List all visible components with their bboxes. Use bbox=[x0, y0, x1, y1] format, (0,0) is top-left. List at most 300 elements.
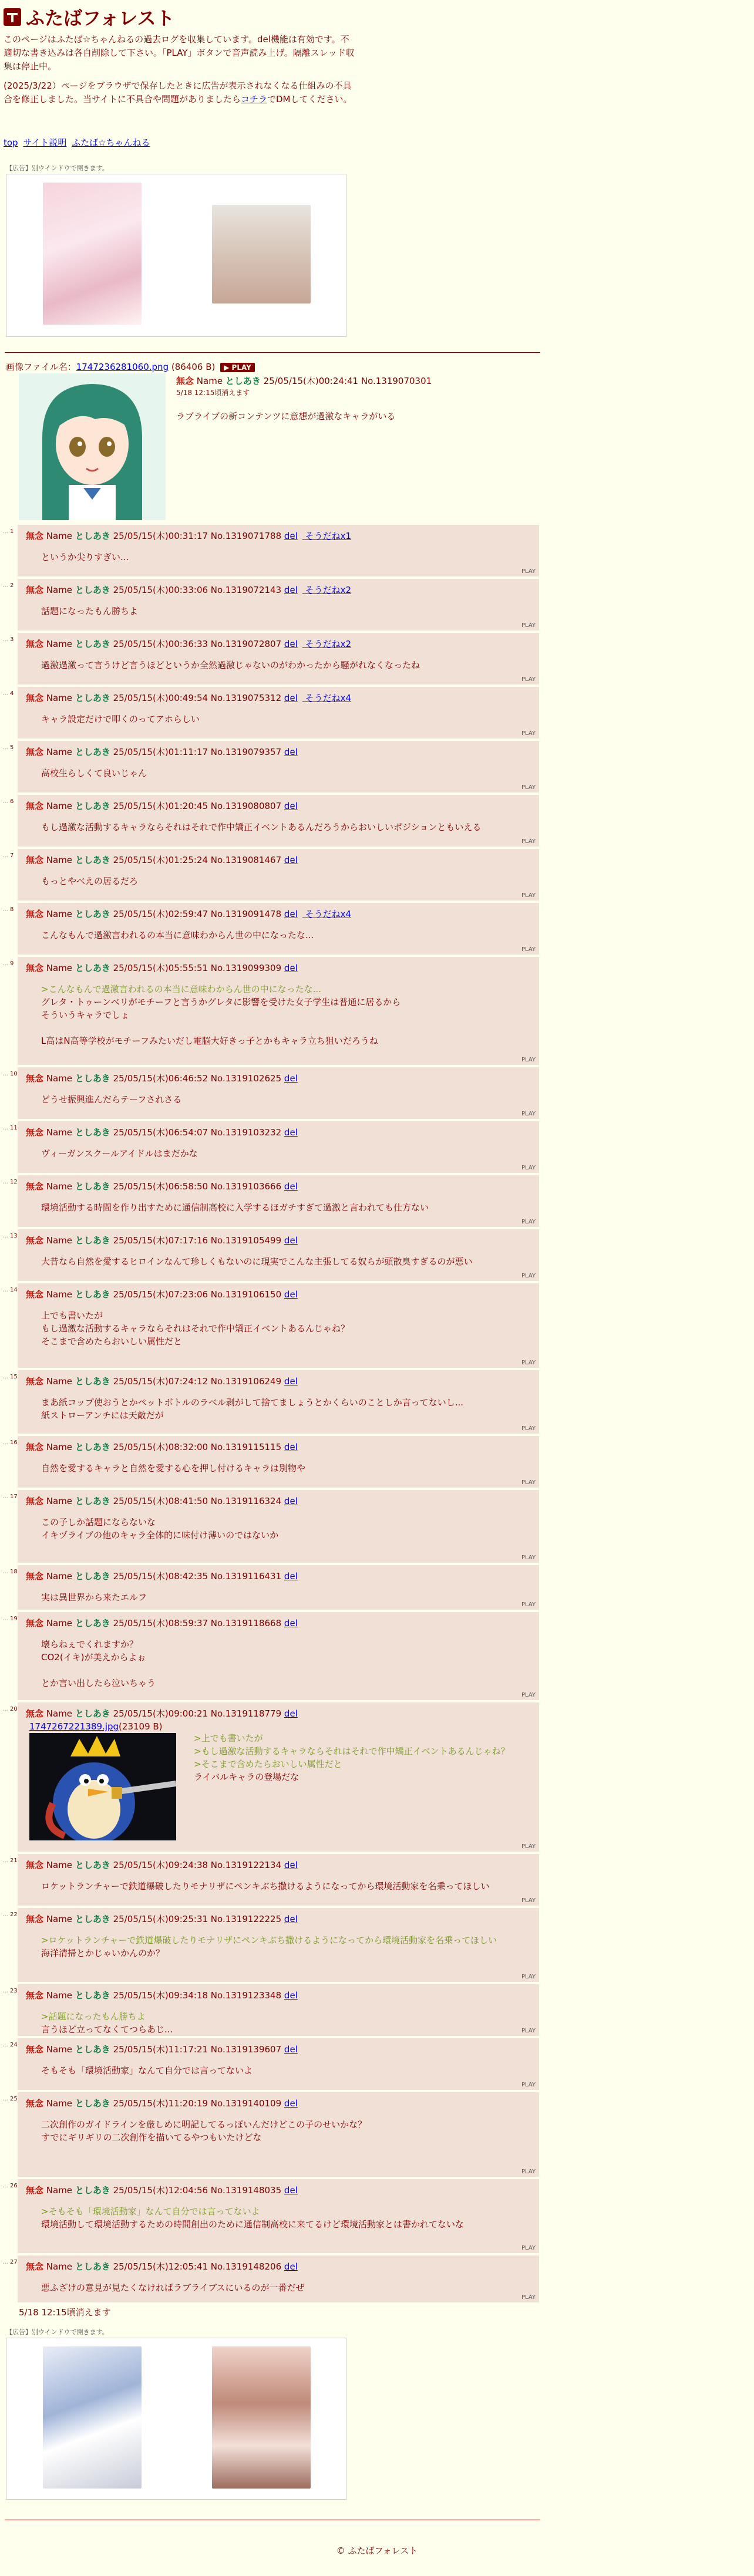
del-link[interactable]: del bbox=[284, 1289, 298, 1300]
reply-subject: 無念 bbox=[26, 801, 44, 811]
reply-play-button[interactable]: PLAY bbox=[521, 1479, 536, 1486]
reply-index: … 16 bbox=[2, 1439, 18, 1446]
reply-line: 実は異世界から来たエルフ bbox=[41, 1592, 147, 1603]
reply-meta: 無念 Name としあき 25/05/15(木)00:33:06 No.1319072143 del そうだねx2 bbox=[26, 585, 352, 595]
del-link[interactable]: del bbox=[284, 2098, 298, 2109]
reply-play-button[interactable]: PLAY bbox=[521, 2169, 536, 2175]
reply-name: としあき bbox=[75, 1496, 110, 1506]
reply-name: としあき bbox=[75, 1127, 110, 1138]
reply-index: … 6 bbox=[2, 798, 14, 805]
reply-body bbox=[41, 983, 527, 1047]
reply-datetime: 25/05/15(木)09:34:18 No.1319123348 bbox=[110, 1990, 284, 2001]
reply-line: 高校生らしくて良いじゃん bbox=[41, 768, 147, 778]
reply-line: 自然を愛するキャラと自然を愛する心を押し付けるキャラは別物や bbox=[41, 1463, 306, 1474]
reply-meta: 無念 Name としあき 25/05/15(木)06:46:52 No.1319102625 del bbox=[26, 1073, 298, 1084]
reply-subject: 無念 bbox=[26, 1990, 44, 2001]
reply-7 bbox=[18, 849, 539, 901]
sodane-link[interactable]: そうだねx2 bbox=[302, 639, 352, 649]
ad-label-top: 【広告】別ウインドウで開きます。 bbox=[6, 164, 109, 172]
reply-subject: 無念 bbox=[26, 855, 44, 865]
intro-text bbox=[4, 33, 356, 112]
reply-8 bbox=[18, 903, 539, 955]
op-body: ラブライブの新コンテンツに意想が過激なキャラがいる bbox=[176, 411, 396, 422]
reply-name: としあき bbox=[75, 1073, 110, 1084]
reply-datetime: 25/05/15(木)12:05:41 No.1319148206 bbox=[110, 2261, 284, 2272]
op-subject: 無念 bbox=[176, 376, 194, 386]
reply-datetime: 25/05/15(木)01:25:24 No.1319081467 bbox=[110, 855, 284, 865]
reply-15 bbox=[18, 1370, 539, 1434]
reply-play-button[interactable]: PLAY bbox=[521, 1843, 536, 1850]
reply-name: としあき bbox=[75, 1289, 110, 1300]
reply-play-button[interactable]: PLAY bbox=[521, 1601, 536, 1608]
reply-6 bbox=[18, 795, 539, 847]
reply-index: … 11 bbox=[2, 1125, 18, 1131]
reply-play-button[interactable]: PLAY bbox=[521, 838, 536, 845]
reply-17 bbox=[18, 1490, 539, 1563]
reply-play-button[interactable]: PLAY bbox=[521, 622, 536, 629]
reply-9 bbox=[18, 957, 539, 1065]
reply-play-button[interactable]: PLAY bbox=[521, 1974, 536, 1980]
reply-name: としあき bbox=[75, 2098, 110, 2109]
reply-subject: 無念 bbox=[26, 1235, 44, 1246]
op-file-link[interactable]: 1747236281060.png bbox=[76, 362, 169, 372]
reply-14 bbox=[18, 1283, 539, 1368]
del-link[interactable]: del bbox=[284, 855, 298, 865]
reply-datetime: 25/05/15(木)01:11:17 No.1319079357 bbox=[110, 747, 284, 757]
reply-index: … 2 bbox=[2, 582, 14, 589]
reply-subject: 無念 bbox=[26, 2098, 44, 2109]
reply-datetime: 25/05/15(木)12:04:56 No.1319148035 bbox=[110, 2185, 284, 2196]
reply-line: 大昔なら自然を愛するヒロインなんて珍しくもないのに現実でこんな主張してる奴らが頭散臭すぎるのが悪い bbox=[41, 1256, 473, 1267]
reply-subject: 無念 bbox=[26, 2261, 44, 2272]
reply-line: >そこまで含めたらおいしい属性だと bbox=[194, 1759, 342, 1769]
reply-play-button[interactable]: PLAY bbox=[521, 1692, 536, 1698]
reply-12 bbox=[18, 1175, 539, 1227]
sodane-link[interactable]: そうだねx4 bbox=[302, 909, 352, 919]
site-info-link[interactable]: サイト説明 bbox=[23, 137, 67, 148]
reply-image[interactable] bbox=[29, 1733, 176, 1840]
reply-index: … 26 bbox=[2, 2183, 18, 2189]
reply-subject: 無念 bbox=[26, 1571, 44, 1582]
copyright: © ふたばフォレスト bbox=[336, 2545, 418, 2556]
reply-body bbox=[41, 2010, 527, 2036]
reply-index: … 15 bbox=[2, 1374, 18, 1380]
del-link[interactable]: del bbox=[284, 1442, 298, 1452]
ad-thumbnail-2[interactable] bbox=[212, 205, 311, 304]
reply-line: 環境活動して環境活動するための時間創出のために通信制高校に来てるけど環境活動家とは書かれてないな bbox=[41, 2219, 464, 2230]
reply-subject: 無念 bbox=[26, 909, 44, 919]
contact-link[interactable]: コチラ bbox=[240, 94, 267, 104]
reply-19 bbox=[18, 1612, 539, 1700]
reply-1 bbox=[18, 525, 539, 576]
reply-body bbox=[41, 2205, 527, 2231]
reply-name: としあき bbox=[75, 855, 110, 865]
reply-datetime: 25/05/15(木)06:58:50 No.1319103666 bbox=[110, 1181, 284, 1192]
reply-line: イキヅライブの他のキャラ全体的に味付け薄いのではないか bbox=[41, 1530, 279, 1540]
reply-play-button[interactable]: PLAY bbox=[521, 1219, 536, 1225]
reply-body bbox=[41, 1093, 527, 1106]
reply-name: としあき bbox=[75, 1708, 110, 1719]
reply-line: どうせ振興進んだらテーフされさる bbox=[41, 1094, 182, 1105]
reply-body bbox=[41, 929, 527, 942]
ad-thumbnail-1[interactable] bbox=[43, 183, 142, 325]
reply-index: … 17 bbox=[2, 1493, 18, 1500]
sodane-link[interactable]: そうだねx4 bbox=[302, 693, 352, 703]
reply-line: 紙ストローアンチには天敵だが bbox=[41, 1410, 164, 1421]
reply-line: >話題になったもん勝ちよ bbox=[41, 2011, 146, 2022]
op-file-info: 画像ファイル名：1747236281060.png (86406 B) ▶ PLAY bbox=[6, 360, 255, 373]
site-title: ふたばフォレスト bbox=[26, 7, 175, 29]
reply-subject: 無念 bbox=[26, 1127, 44, 1138]
reply-play-button[interactable]: PLAY bbox=[521, 1111, 536, 1117]
reply-datetime: 25/05/15(木)07:23:06 No.1319106150 bbox=[110, 1289, 284, 1300]
reply-line: 壊らねぇでくれますか？ bbox=[41, 1639, 139, 1650]
reply-meta: 無念 Name としあき 25/05/15(木)08:41:50 No.1319116324 del bbox=[26, 1496, 298, 1506]
reply-meta: 無念 Name としあき 25/05/15(木)01:25:24 No.1319081467 del bbox=[26, 855, 298, 865]
reply-index: … 3 bbox=[2, 636, 14, 643]
reply-meta: 無念 Name としあき 25/05/15(木)11:20:19 No.1319140109 del bbox=[26, 2098, 298, 2109]
del-link[interactable]: del bbox=[284, 909, 298, 919]
reply-line: もし過激な活動するキャラならそれはそれで作中矯正イベントあるんじゃね？ bbox=[41, 1323, 350, 1334]
reply-meta: 無念 Name としあき 25/05/15(木)05:55:51 No.1319099309 del bbox=[26, 963, 298, 973]
reply-play-button[interactable]: PLAY bbox=[521, 1165, 536, 1171]
del-link[interactable]: del bbox=[284, 1181, 298, 1192]
op-expire: 5/18 12:15頃消えます bbox=[176, 389, 250, 397]
reply-body bbox=[41, 713, 527, 726]
del-link[interactable]: del bbox=[284, 1860, 298, 1870]
reply-play-button[interactable]: PLAY bbox=[521, 1057, 536, 1063]
reply-line: この子しか話題にならないな bbox=[41, 1517, 156, 1528]
reply-line: 環境活動する時間を作り出すために通信制高校に入学するほガチすぎて過激と言われても仕方ない bbox=[41, 1202, 429, 1213]
reply-index: … 12 bbox=[2, 1179, 18, 1185]
reply-18 bbox=[18, 1565, 539, 1610]
reply-subject: 無念 bbox=[26, 1618, 44, 1628]
reply-datetime: 25/05/15(木)09:24:38 No.1319122134 bbox=[110, 1860, 284, 1870]
reply-body bbox=[41, 1147, 527, 1160]
reply-body bbox=[41, 1591, 527, 1604]
reply-25 bbox=[18, 2092, 539, 2177]
reply-line: とか言い出したら泣いちゃう bbox=[41, 1678, 156, 1688]
reply-meta: 無念 Name としあき 25/05/15(木)12:05:41 No.1319148206 del bbox=[26, 2261, 298, 2272]
reply-meta: 無念 Name としあき 25/05/15(木)01:11:17 No.1319079357 del bbox=[26, 747, 298, 757]
reply-meta: 無念 Name としあき 25/05/15(木)07:17:16 No.1319105499 del bbox=[26, 1235, 298, 1246]
reply-datetime: 25/05/15(木)02:59:47 No.1319091478 bbox=[110, 909, 284, 919]
del-link[interactable]: del bbox=[284, 1708, 298, 1719]
del-link[interactable]: del bbox=[284, 585, 298, 595]
reply-line: L高はN高等学校がモチーフみたいだし電脳大好きっ子とかもキャラ立ち狙いだろうね bbox=[41, 1036, 378, 1046]
reply-line: すでにギリギリの二次創作を描いてるやつもいたけどな bbox=[41, 2132, 262, 2143]
reply-datetime: 25/05/15(木)08:32:00 No.1319115115 bbox=[110, 1442, 284, 1452]
reply-datetime: 25/05/15(木)07:24:12 No.1319106249 bbox=[110, 1376, 284, 1387]
reply-play-button[interactable]: PLAY bbox=[521, 1425, 536, 1432]
reply-index: … 23 bbox=[2, 1988, 18, 1994]
del-link[interactable]: del bbox=[284, 1571, 298, 1582]
del-link[interactable]: del bbox=[284, 2261, 298, 2272]
anime-girl-illustration bbox=[19, 373, 166, 520]
reply-body bbox=[41, 2118, 527, 2144]
reply-27 bbox=[18, 2255, 539, 2302]
del-link[interactable]: del bbox=[284, 693, 298, 703]
del-link[interactable]: del bbox=[284, 2185, 298, 2196]
reply-play-button[interactable]: PLAY bbox=[521, 2294, 536, 2301]
top-link[interactable]: top bbox=[4, 137, 18, 148]
reply-meta: 無念 Name としあき 25/05/15(木)08:42:35 No.1319116431 del bbox=[26, 1571, 298, 1582]
reply-body bbox=[41, 2064, 527, 2077]
reply-subject: 無念 bbox=[26, 963, 44, 973]
del-link[interactable]: del bbox=[284, 2044, 298, 2055]
reply-subject: 無念 bbox=[26, 1289, 44, 1300]
reply-line: 言うほど立ってなくてつらあじ... bbox=[41, 2024, 173, 2035]
reply-subject: 無念 bbox=[26, 1376, 44, 1387]
reply-index: … 7 bbox=[2, 852, 14, 859]
reply-index: … 5 bbox=[2, 744, 14, 751]
reply-name: としあき bbox=[75, 1235, 110, 1246]
reply-subject: 無念 bbox=[26, 2185, 44, 2196]
reply-play-button[interactable]: PLAY bbox=[521, 1360, 536, 1366]
reply-body bbox=[41, 767, 527, 780]
reply-name: としあき bbox=[75, 693, 110, 703]
reply-line bbox=[41, 1664, 527, 1677]
reply-datetime: 25/05/15(木)11:17:21 No.1319139607 bbox=[110, 2044, 284, 2055]
reply-play-button[interactable]: PLAY bbox=[521, 784, 536, 791]
reply-meta: 無念 Name としあき 25/05/15(木)09:24:38 No.1319122134 del bbox=[26, 1860, 298, 1870]
del-link[interactable]: del bbox=[284, 963, 298, 973]
reply-play-button[interactable]: PLAY bbox=[521, 2082, 536, 2088]
reply-3 bbox=[18, 633, 539, 685]
reply-body bbox=[41, 1934, 527, 1960]
site-header bbox=[4, 4, 174, 31]
reply-index: … 1 bbox=[2, 528, 14, 535]
del-link[interactable]: del bbox=[284, 1914, 298, 1924]
reply-meta: 無念 Name としあき 25/05/15(木)09:34:18 No.1319123348 del bbox=[26, 1990, 298, 2001]
forest-logo-icon bbox=[4, 8, 21, 26]
reply-index: … 14 bbox=[2, 1287, 18, 1293]
reply-datetime: 25/05/15(木)08:42:35 No.1319116431 bbox=[110, 1571, 284, 1582]
reply-body bbox=[41, 1516, 527, 1542]
reply-body bbox=[41, 659, 527, 672]
op-datetime: 25/05/15(木)00:24:41 No.1319070301 bbox=[263, 376, 432, 386]
reply-index: … 27 bbox=[2, 2259, 18, 2265]
reply-name: としあき bbox=[75, 1990, 110, 2001]
del-link[interactable]: del bbox=[284, 1990, 298, 2001]
reply-subject: 無念 bbox=[26, 1496, 44, 1506]
reply-index: … 22 bbox=[2, 1911, 18, 1918]
reply-line: そういうキャラでしょ bbox=[41, 1010, 130, 1020]
reply-body bbox=[41, 1638, 527, 1690]
reply-play-button[interactable]: PLAY bbox=[521, 2028, 536, 2034]
reply-line: ロケットランチャーで鉄道爆破したりモナリザにペンキぶち撒けるようになってから環境活動家を名乗ってほしい bbox=[41, 1881, 490, 1891]
ad-thumbnail-3[interactable] bbox=[43, 2346, 142, 2489]
reply-5 bbox=[18, 741, 539, 793]
reply-datetime: 25/05/15(木)00:36:33 No.1319072807 bbox=[110, 639, 284, 649]
reply-meta: 無念 Name としあき 25/05/15(木)07:24:12 No.1319106249 del bbox=[26, 1376, 298, 1387]
reply-body bbox=[41, 2281, 527, 2294]
reply-body bbox=[41, 605, 527, 618]
del-link[interactable]: del bbox=[284, 1235, 298, 1246]
reply-subject: 無念 bbox=[26, 2044, 44, 2055]
reply-index: … 25 bbox=[2, 2096, 18, 2102]
reply-body bbox=[41, 1462, 527, 1475]
reply-body bbox=[41, 1309, 527, 1348]
reply-body bbox=[41, 821, 527, 834]
op-meta: 無念 Name としあき 25/05/15(木)00:24:41 No.1319070301 bbox=[176, 376, 432, 386]
reply-name: としあき bbox=[75, 747, 110, 757]
reply-play-button[interactable]: PLAY bbox=[521, 892, 536, 899]
reply-datetime: 25/05/15(木)08:59:37 No.1319118668 bbox=[110, 1618, 284, 1628]
reply-line bbox=[41, 1021, 527, 1034]
reply-name: としあき bbox=[75, 1181, 110, 1192]
ad-box-bottom bbox=[6, 2338, 346, 2500]
reply-line: 話題になったもん勝ちよ bbox=[41, 606, 139, 616]
reply-line: キャラ設定だけで叩くのってアホらしい bbox=[41, 714, 200, 724]
reply-line: >ロケットランチャーで鉄道爆破したりモナリザにペンキぶち撒けるようになってから環境活動家を名乗ってほしい bbox=[41, 1935, 497, 1946]
reply-meta: 無念 Name としあき 25/05/15(木)00:36:33 No.1319072807 del そうだねx2 bbox=[26, 639, 352, 649]
reply-datetime: 25/05/15(木)09:25:31 No.1319122225 bbox=[110, 1914, 284, 1924]
sodane-link[interactable]: そうだねx1 bbox=[302, 531, 352, 541]
reply-datetime: 25/05/15(木)05:55:51 No.1319099309 bbox=[110, 963, 284, 973]
reply-play-button[interactable]: PLAY bbox=[521, 1555, 536, 1561]
reply-meta: 無念 Name としあき 25/05/15(木)09:25:31 No.1319122225 del bbox=[26, 1914, 298, 1924]
reply-datetime: 25/05/15(木)01:20:45 No.1319080807 bbox=[110, 801, 284, 811]
reply-play-button[interactable]: PLAY bbox=[521, 568, 536, 575]
reply-meta: 無念 Name としあき 25/05/15(木)01:20:45 No.1319080807 del bbox=[26, 801, 298, 811]
del-link[interactable]: del bbox=[284, 1127, 298, 1138]
reply-subject: 無念 bbox=[26, 1181, 44, 1192]
reply-name: としあき bbox=[75, 963, 110, 973]
del-link[interactable]: del bbox=[284, 1496, 298, 1506]
reply-subject: 無念 bbox=[26, 531, 44, 541]
del-link[interactable]: del bbox=[284, 1618, 298, 1628]
reply-meta: 無念 Name としあき 25/05/15(木)11:17:21 No.1319139607 del bbox=[26, 2044, 298, 2055]
reply-body bbox=[41, 875, 527, 888]
reply-name: としあき bbox=[75, 2044, 110, 2055]
reply-subject: 無念 bbox=[26, 585, 44, 595]
reply-index: … 19 bbox=[2, 1616, 18, 1622]
reply-line: 上でも書いたが bbox=[41, 1310, 103, 1321]
reply-meta: 無念 Name としあき 25/05/15(木)06:58:50 No.1319103666 del bbox=[26, 1181, 298, 1192]
reply-16 bbox=[18, 1436, 539, 1488]
reply-datetime: 25/05/15(木)09:00:21 No.1319118779 bbox=[110, 1708, 284, 1719]
reply-name: としあき bbox=[75, 1571, 110, 1582]
reply-meta: 無念 Name としあき 25/05/15(木)00:31:17 No.1319071788 del そうだねx1 bbox=[26, 531, 352, 541]
reply-name: としあき bbox=[75, 531, 110, 541]
reply-20 bbox=[18, 1702, 539, 1852]
reply-line: >こんなもんで過激言われるの本当に意味わからん世の中になったな... bbox=[41, 984, 321, 994]
reply-24 bbox=[18, 2038, 539, 2090]
reply-name: としあき bbox=[75, 909, 110, 919]
reply-play-button[interactable]: PLAY bbox=[521, 946, 536, 953]
reply-line: >そもそも「環境活動家」なんて自分では言ってないよ bbox=[41, 2206, 260, 2217]
reply-10 bbox=[18, 1067, 539, 1119]
reply-line: >もし過激な活動するキャラならそれはそれで作中矯正イベントあるんじゃね？ bbox=[194, 1746, 510, 1756]
reply-4 bbox=[18, 687, 539, 739]
reply-26 bbox=[18, 2179, 539, 2253]
del-link[interactable]: del bbox=[284, 1073, 298, 1084]
reply-meta: 無念 Name としあき 25/05/15(木)07:23:06 No.1319106150 del bbox=[26, 1289, 298, 1300]
futaba-link[interactable]: ふたば☆ちゃんねる bbox=[72, 137, 150, 148]
reply-body bbox=[41, 551, 527, 564]
reply-name: としあき bbox=[75, 585, 110, 595]
reply-body bbox=[194, 1732, 527, 1783]
del-link[interactable]: del bbox=[284, 801, 298, 811]
ad-thumbnail-4[interactable] bbox=[212, 2346, 311, 2489]
sodane-link[interactable]: そうだねx2 bbox=[302, 585, 352, 595]
reply-file-link[interactable]: 1747267221389.jpg bbox=[29, 1721, 119, 1732]
reply-21 bbox=[18, 1854, 539, 1906]
reply-line: グレタ・トゥーンベリがモチーフと言うかグレタに影響を受けた女子学生は普通に居るから bbox=[41, 997, 401, 1007]
reply-meta: 無念 Name としあき 25/05/15(木)02:59:47 No.1319091478 del そうだねx4 bbox=[26, 909, 352, 919]
reply-body bbox=[41, 1396, 527, 1422]
reply-file-size: (23109 B) bbox=[119, 1721, 163, 1732]
reply-name: としあき bbox=[75, 801, 110, 811]
reply-name: としあき bbox=[75, 1618, 110, 1628]
reply-datetime: 25/05/15(木)08:41:50 No.1319116324 bbox=[110, 1496, 284, 1506]
reply-meta: 無念 Name としあき 25/05/15(木)08:59:37 No.1319118668 del bbox=[26, 1618, 298, 1628]
reply-22 bbox=[18, 1908, 539, 1982]
reply-play-button[interactable]: PLAY bbox=[521, 1897, 536, 1904]
reply-line: そもそも「環境活動家」なんて自分では言ってないよ bbox=[41, 2065, 253, 2076]
reply-13 bbox=[18, 1229, 539, 1281]
reply-line: そこまで含めたらおいしい属性だと bbox=[41, 1336, 183, 1347]
reply-line: まあ紙コップ使おうとかペットボトルのラベル剥がして捨てましょうとかくらいのことしか言ってないし... bbox=[41, 1397, 464, 1408]
reply-line: 過激過激って言うけど言うほどというか全然過激じゃないのがわかったから騒がれなくなったね bbox=[41, 660, 420, 670]
reply-index: … 18 bbox=[2, 1569, 18, 1575]
reply-index: … 13 bbox=[2, 1233, 18, 1239]
reply-datetime: 25/05/15(木)06:54:07 No.1319103232 bbox=[110, 1127, 284, 1138]
reply-name: としあき bbox=[75, 2185, 110, 2196]
reply-line: もっとやべえの居るだろ bbox=[41, 876, 139, 886]
reply-index: … 9 bbox=[2, 960, 14, 967]
reply-23 bbox=[18, 1984, 539, 2036]
reply-line: ヴィーガンスクールアイドルはまだかな bbox=[41, 1148, 198, 1159]
reply-index: … 10 bbox=[2, 1071, 18, 1077]
del-link[interactable]: del bbox=[284, 531, 298, 541]
reply-meta: 無念 Name としあき 25/05/15(木)09:00:21 No.1319118779 del bbox=[26, 1708, 298, 1719]
reply-datetime: 25/05/15(木)00:49:54 No.1319075312 bbox=[110, 693, 284, 703]
reply-subject: 無念 bbox=[26, 1442, 44, 1452]
reply-index: … 8 bbox=[2, 906, 14, 913]
reply-play-button[interactable]: PLAY bbox=[521, 676, 536, 683]
separator-top bbox=[5, 352, 540, 353]
reply-line: ライバルキャラの登場だな bbox=[194, 1772, 299, 1782]
reply-line: 二次創作のガイドラインを厳しめに明記してるっぽいんだけどこの子のせいかな？ bbox=[41, 2119, 367, 2130]
reply-line: CO2(イキ)が美えからよぉ bbox=[41, 1652, 146, 1663]
reply-meta: 無念 Name としあき 25/05/15(木)12:04:56 No.1319148035 del bbox=[26, 2185, 298, 2196]
reply-datetime: 25/05/15(木)11:20:19 No.1319140109 bbox=[110, 2098, 284, 2109]
reply-datetime: 25/05/15(木)00:31:17 No.1319071788 bbox=[110, 531, 284, 541]
op-play-button[interactable]: ▶ PLAY bbox=[220, 363, 255, 372]
reply-datetime: 25/05/15(木)00:33:06 No.1319072143 bbox=[110, 585, 284, 595]
reply-name: としあき bbox=[75, 1376, 110, 1387]
reply-meta: 無念 Name としあき 25/05/15(木)00:49:54 No.1319075312 del そうだねx4 bbox=[26, 693, 352, 703]
op-name: としあき bbox=[225, 376, 261, 386]
reply-body bbox=[41, 1255, 527, 1268]
reply-play-button[interactable]: PLAY bbox=[521, 2245, 536, 2251]
reply-play-button[interactable]: PLAY bbox=[521, 1273, 536, 1279]
reply-subject: 無念 bbox=[26, 747, 44, 757]
reply-line: 悪ふざけの意見が見たくなければラブライブスにいるのが一番だぜ bbox=[41, 2282, 305, 2293]
reply-body bbox=[41, 1880, 527, 1893]
reply-name: としあき bbox=[75, 1914, 110, 1924]
op-file-size: (86406 B) bbox=[171, 362, 216, 372]
del-link[interactable]: del bbox=[284, 639, 298, 649]
op-image[interactable] bbox=[19, 373, 166, 520]
top-links bbox=[4, 136, 153, 149]
del-link[interactable]: del bbox=[284, 1376, 298, 1387]
del-link[interactable]: del bbox=[284, 747, 298, 757]
reply-subject: 無念 bbox=[26, 1914, 44, 1924]
reply-play-button[interactable]: PLAY bbox=[521, 730, 536, 737]
